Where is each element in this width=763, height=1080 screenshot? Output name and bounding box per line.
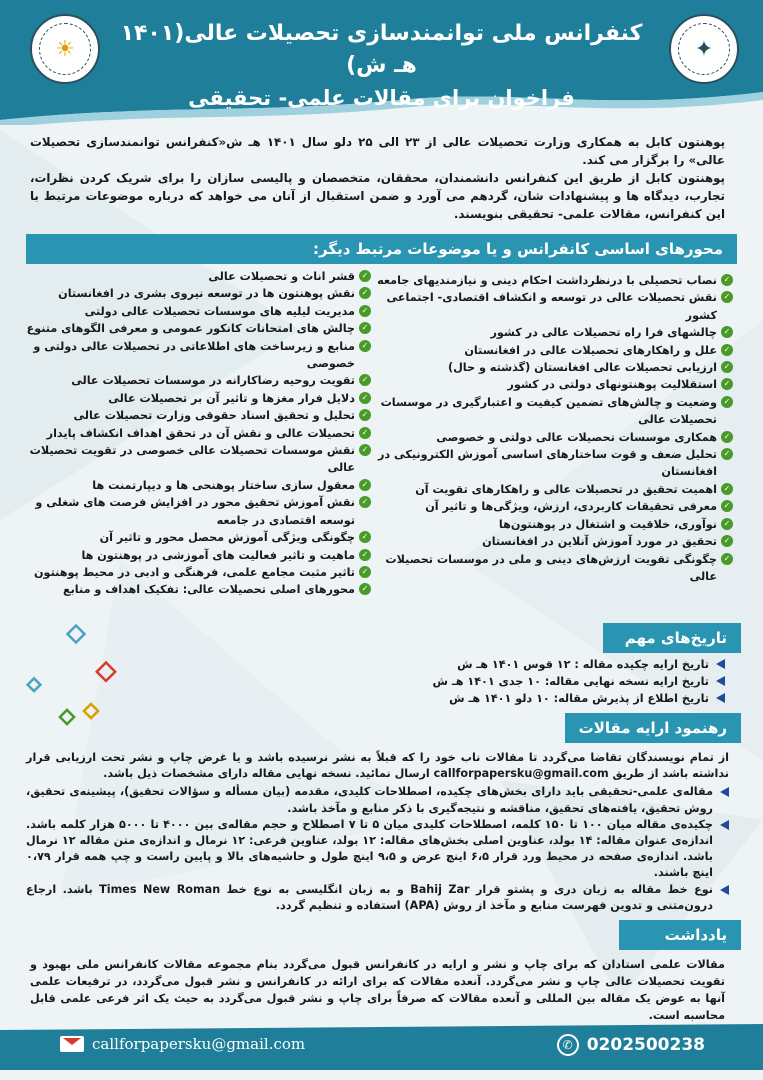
topics-right-item: ✓ ارزیابی تحصیلات عالی افغانستان (گذشته و حال) — [363, 359, 733, 376]
topics-left-item: ✓ تاثیر مثبت مجامع علمی، فرهنگی و ادبی در محیط پوهنتون — [21, 564, 371, 581]
dates-heading: تاریخ‌های مهم — [603, 623, 741, 653]
topics-left-item: ✓ تحلیل و تحقیق اسناد حقوقی وزارت تحصیلات عالی — [21, 407, 371, 424]
guide-section — [26, 750, 729, 914]
topics-left-item: ✓ دلایل فرار مغزها و تاثیر آن بر تحصیلات عالی — [21, 390, 371, 407]
topics-left-column — [21, 268, 371, 599]
intro-paragraph-1: پوهنتون کابل به همکاری وزارت تحصیلات عالی از ۲۳ الی ۲۵ دلو سال ۱۴۰۱ هـ ش«کنفرانس توانمندسازی تحصیلات عالی» را برگزار می کند. — [30, 135, 725, 167]
note-text: مقالات علمی استادان که برای چاپ و نشر و ارایه در کانفرانس قبول می‌گردد بنام مجموعه مقالات کانفرانس ملی بهبود و تقویت تحصیلات عالی چاپ و نشر می‌گردد. آنعده مقالات که برای ارائه در کانفرانس و نشر قبول می‌گردد، در ترفیعات علمی آنها به عوض یک مقاله بین المللی و آنعده مقالات که صرفاً برای چاپ و نشر قبول می‌گردد به حیث یک اثر فرعی علمی قابل محاسبه است. — [30, 958, 725, 1022]
topics-left-item: ✓ قشر اناث و تحصیلات عالی — [21, 268, 371, 285]
header-banner — [0, 0, 763, 120]
topics-right-item: ✓ علل و راهکارهای تحصیلات عالی در افغانستان — [363, 342, 733, 359]
ministry-logo: ☀ — [30, 14, 100, 84]
topics-left-item: ✓ نقش موسسات تحصیلات عالی خصوصی در تقویت تحصیلات عالی — [21, 442, 371, 477]
check-icon: ✓ — [359, 427, 371, 439]
check-icon: ✓ — [359, 374, 371, 386]
check-icon: ✓ — [359, 549, 371, 561]
check-icon: ✓ — [359, 270, 371, 282]
check-icon: ✓ — [359, 583, 371, 595]
kabul-university-logo: ✦ — [669, 14, 739, 84]
check-icon: ✓ — [359, 305, 371, 317]
call-for-papers-title: فراخوان برای مقالات علمی- تحقیقی — [188, 86, 575, 110]
check-icon: ✓ — [721, 291, 733, 303]
topics-right-item: ✓ تحلیل ضعف و قوت ساختارهای اساسی آموزش الکترونیکی در افغانستان — [363, 446, 733, 481]
topics-left-item: ✓ چگونگی ویژگی آموزش محصل محور و تاثیر آن — [21, 529, 371, 546]
guide-email[interactable]: callforpapersku@gmail.com — [433, 767, 609, 781]
check-icon: ✓ — [721, 535, 733, 547]
dates-list — [433, 656, 725, 707]
topics-right-item: ✓ نقش تحصیلات عالی در توسعه و انکشاف اقتصادی- اجتماعی کشور — [363, 289, 733, 324]
footer-phone[interactable]: ✆ 0202500238 — [557, 1034, 705, 1056]
guide-intro: از تمام نویسندگان تقاضا می‌گردد تا مقالات ناب خود را که قبلاً به نشر نرسیده باشد و یا غرض چاپ و نشر تحت ارزیابی قرار نداشته باشد از طریق callforpapersku@gmail.com ارسال نمائید. نسخه نهایی مقاله دارای مشخصات ذیل باشد. — [26, 751, 729, 781]
check-icon: ✓ — [359, 287, 371, 299]
check-icon: ✓ — [721, 483, 733, 495]
check-icon: ✓ — [359, 479, 371, 491]
check-icon: ✓ — [721, 448, 733, 460]
topics-right-item: ✓ وضعیت و چالش‌های تضمین کیفیت و اعتبارگیری در موسسات تحصیلات عالی — [363, 394, 733, 429]
topics-left-item: ✓ نقش پوهنتون ها در توسعه نیروی بشری در افغانستان — [21, 285, 371, 302]
topics-right-column — [363, 272, 733, 585]
topics-right-item: ✓ نوآوری، خلاقیت و اشتغال در پوهنتون‌ها — [363, 516, 733, 533]
topics-left-item: ✓ تحصیلات عالی و نقش آن در تحقق اهداف انکشاف پایدار — [21, 425, 371, 442]
check-icon: ✓ — [359, 392, 371, 404]
topics-right-item: ✓ چالشهای فرا راه تحصیلات عالی در کشور — [363, 324, 733, 341]
topics-right-item: ✓ استقلالیت پوهنتونهای دولتی در کشور — [363, 376, 733, 393]
topics-right-item: ✓ همکاری موسسات تحصیلات عالی دولتی و خصوصی — [363, 429, 733, 446]
check-icon: ✓ — [359, 566, 371, 578]
arrow-icon — [716, 693, 725, 703]
mail-icon — [60, 1036, 84, 1052]
topics-left-item: ✓ تقویت روحیه رضاکارانه در موسسات تحصیلات عالی — [21, 372, 371, 389]
topics-right-item: ✓ معرفی تحقیقات کاربردی، ارزش، ویژگی‌ها و تاثیر آن — [363, 498, 733, 515]
check-icon: ✓ — [721, 378, 733, 390]
conference-title: کنفرانس ملی توانمندسازی تحصیلات عالی(۱۴۰۱ هـ ش) — [120, 21, 643, 78]
check-icon: ✓ — [721, 431, 733, 443]
arrow-icon — [720, 885, 729, 895]
arrow-icon — [716, 659, 725, 669]
topics-left-item: ✓ منابع و زیرساخت های اطلاعاتی در تحصیلات عالی دولتی و خصوصی — [21, 338, 371, 373]
footer-email[interactable]: callforpapersku@gmail.com — [60, 1035, 305, 1053]
topics-left-item: ✓ چالش های امتحانات کانکور عمومی و معرفی الگوهای متنوع — [21, 320, 371, 337]
check-icon: ✓ — [721, 500, 733, 512]
topics-right-item: ✓ اهمیت تحقیق در تحصیلات عالی و راهکارهای تقویت آن — [363, 481, 733, 498]
topics-right-item: ✓ نصاب تحصیلی با درنظرداشت احکام دینی و نیازمندیهای جامعه — [363, 272, 733, 289]
topics-left-item: ✓ ماهیت و تاثیر فعالیت های آموزشی در پوهنتون ها — [21, 547, 371, 564]
dates-item: تاریخ ارایه چکیده مقاله : ۱۲ قوس ۱۴۰۱ هـ ش — [433, 656, 725, 673]
check-icon: ✓ — [721, 396, 733, 408]
check-icon: ✓ — [359, 340, 371, 352]
check-icon: ✓ — [721, 274, 733, 286]
guide-item: چکیده‌ی مقاله میان ۱۰۰ تا ۱۵۰ کلمه، اصطلاحات کلیدی میان ۵ تا ۷ اصطلاح و حجم مقاله‌ی بین ۴۰۰۰ تا ۵۰۰۰ هزار کلمه باشد. اندازه‌ی عنوان مقاله: ۱۴ بولد، عناوین اصلی بخش‌های مقاله: ۱۲ بولد، عناوین فرعی: ۱۲ نرمال و اندازه‌ی متن مقاله ۱۲ نرمال باشد. اندازه‌ی صفحه در محیط ورد قرار ۶،۵ اینچ عرض و ۹،۵ اینچ طول و حاشیه‌های بالا و پایین راست و چپ همه قرار ۰،۷۹ اینچ باشند. — [26, 817, 729, 882]
phone-icon: ✆ — [557, 1034, 579, 1056]
check-icon: ✓ — [721, 344, 733, 356]
topics-heading: محورهای اساسی کانفرانس و یا موضوعات مرتبط دیگر: — [26, 234, 737, 264]
topics-left-item: ✓ نقش آموزش تحقیق محور در افزایش فرصت های شغلی و توسعه اقتصادی در جامعه — [21, 494, 371, 529]
topics-left-item: ✓ مدیریت لیلیه های موسسات تحصیلات عالی دولتی — [21, 303, 371, 320]
dates-item: تاریخ ارایه نسخه نهایی مقاله: ۱۰ جدی ۱۴۰۱ هـ ش — [433, 673, 725, 690]
check-icon: ✓ — [721, 553, 733, 565]
topics-right-item: ✓ چگونگی تقویت ارزش‌های دینی و ملی در موسسات تحصیلات عالی — [363, 551, 733, 586]
guide-item: مقاله‌ی علمی-تحقیقی باید دارای بخش‌های چکیده، اصطلاحات کلیدی، مقدمه (بیان مسأله و سؤالات تحقیق)، پیشینه‌ی تحقیق، روش تحقیق، یافته‌های تحقیق، مناقشه و نتیجه‌گیری با ذکر منابع و مآخذ باشد. — [26, 784, 729, 816]
arrow-icon — [716, 676, 725, 686]
dates-item: تاریخ اطلاع از پذیرش مقاله: ۱۰ دلو ۱۴۰۱ هـ ش — [433, 690, 725, 707]
check-icon: ✓ — [359, 444, 371, 456]
check-icon: ✓ — [359, 496, 371, 508]
check-icon: ✓ — [721, 518, 733, 530]
check-icon: ✓ — [359, 322, 371, 334]
check-icon: ✓ — [359, 409, 371, 421]
topics-right-item: ✓ تحقیق در مورد آموزش آنلاین در افغانستان — [363, 533, 733, 550]
arrow-icon — [720, 787, 729, 797]
check-icon: ✓ — [721, 361, 733, 373]
check-icon: ✓ — [359, 531, 371, 543]
guide-item: نوع خط مقاله به زبان دری و پشتو قرار Bahij Zar و به زبان انگلیسی به نوع خط Times New Roman باشد. ارجاع درون‌متنی و تدوین فهرست منابع و مآخذ از روش (APA) استفاده و تنظیم گردد. — [26, 882, 729, 914]
topics-left-item: ✓ محورهای اصلی تحصیلات عالی: تفکیک اهداف و منابع — [21, 581, 371, 598]
arrow-icon — [720, 820, 729, 830]
check-icon: ✓ — [721, 326, 733, 338]
topics-left-item: ✓ معقول سازی ساختار پوهنحی ها و دیپارتمنت ها — [21, 477, 371, 494]
guide-heading: رهنمود ارایه مقالات — [565, 713, 741, 743]
note-heading: یادداشت — [619, 920, 741, 950]
intro-paragraph-2: پوهنتون کابل از طریق این کنفرانس دانشمندان، محققان، متخصصان و پالیسی سازان را برای شریک کردن نظرات، تجارب، دیدگاه ها و پیشنهادات شان، گردهم می آورد و ضمن استقبال از آنان می خواهد که درباره موضوعات مرتبط با این کنفرانس، مقالات علمی- تحقیقی بنویسند. — [30, 171, 725, 221]
